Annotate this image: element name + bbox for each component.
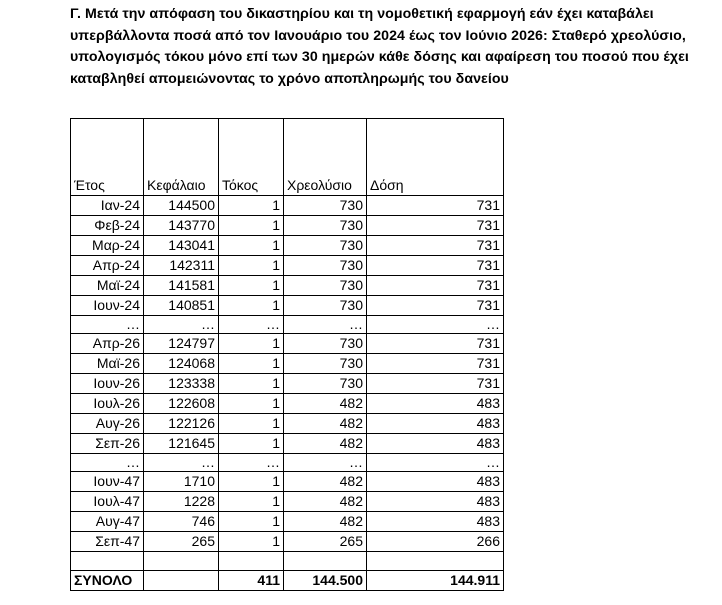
cell-interest: 1 — [219, 216, 284, 236]
header-installment: Δόση — [367, 119, 504, 196]
total-interest: 411 — [219, 571, 284, 591]
cell-amortization: 482 — [284, 414, 367, 434]
cell-amortization: 730 — [284, 216, 367, 236]
document-heading: Γ. Μετά την απόφαση του δικαστηρίου και τη νομοθετική εφαρμογή εάν έχει καταβάλει υπερβάλλοντα ποσά από τον Ιανουάριο του 2024 έως τον Ιούνιο 2026: Σταθερό χρεολύσιο, υπολογισμός τόκου μόνο επί των 30 ημερών κάθε δόσης και αφαίρεση του ποσού που έχει καταβληθεί απομειώνοντας το χρόνο αποπληρωμής του δανείου — [70, 6, 689, 87]
cell-capital: 122126 — [144, 414, 219, 434]
cell-amortization: 482 — [284, 472, 367, 492]
cell-capital: 140851 — [144, 296, 219, 316]
table-row — [71, 512, 504, 532]
cell-installment: 483 — [367, 434, 504, 454]
cell-installment: 483 — [367, 414, 504, 434]
cell-amortization: 265 — [284, 532, 367, 552]
table-row — [71, 316, 504, 334]
table-row — [71, 434, 504, 454]
cell-interest: 1 — [219, 472, 284, 492]
cell-amortization: 730 — [284, 354, 367, 374]
spacer-cell — [71, 552, 144, 571]
cell-interest: 1 — [219, 434, 284, 454]
cell-installment: 731 — [367, 256, 504, 276]
table-row — [71, 296, 504, 316]
cell-capital: 123338 — [144, 374, 219, 394]
table-row — [71, 394, 504, 414]
cell-year: Ιουν-47 — [71, 472, 144, 492]
table-header-row — [71, 119, 504, 196]
cell-capital: 1710 — [144, 472, 219, 492]
cell-installment: 483 — [367, 492, 504, 512]
cell-interest: 1 — [219, 394, 284, 414]
cell-amortization: … — [284, 454, 367, 472]
cell-amortization: 730 — [284, 196, 367, 216]
cell-installment: 731 — [367, 334, 504, 354]
table-row — [71, 414, 504, 434]
spacer-cell — [367, 552, 504, 571]
cell-year: Αυγ-47 — [71, 512, 144, 532]
cell-interest: 1 — [219, 196, 284, 216]
table-row — [71, 236, 504, 256]
cell-capital: 143770 — [144, 216, 219, 236]
spacer-cell — [284, 552, 367, 571]
cell-installment: 731 — [367, 236, 504, 256]
spacer-cell — [144, 552, 219, 571]
cell-installment: 483 — [367, 394, 504, 414]
cell-interest: … — [219, 454, 284, 472]
cell-amortization: 482 — [284, 512, 367, 532]
cell-interest: 1 — [219, 414, 284, 434]
cell-year: Ιουν-24 — [71, 296, 144, 316]
cell-capital: 265 — [144, 532, 219, 552]
cell-year: Απρ-26 — [71, 334, 144, 354]
repayment-table — [70, 118, 504, 591]
cell-year: Αυγ-26 — [71, 414, 144, 434]
cell-amortization: 730 — [284, 256, 367, 276]
cell-capital: 144500 — [144, 196, 219, 216]
total-capital — [144, 571, 219, 591]
cell-year: Ιουλ-47 — [71, 492, 144, 512]
cell-installment: 731 — [367, 216, 504, 236]
cell-installment: 731 — [367, 374, 504, 394]
cell-interest: 1 — [219, 354, 284, 374]
cell-capital: 746 — [144, 512, 219, 532]
cell-capital: 142311 — [144, 256, 219, 276]
table-row — [71, 354, 504, 374]
cell-capital: … — [144, 316, 219, 334]
cell-capital: 122608 — [144, 394, 219, 414]
cell-capital: 143041 — [144, 236, 219, 256]
cell-capital: 1228 — [144, 492, 219, 512]
table-row — [71, 276, 504, 296]
cell-capital: 121645 — [144, 434, 219, 454]
total-amortization: 144.500 — [284, 571, 367, 591]
table-row — [71, 374, 504, 394]
cell-interest: 1 — [219, 492, 284, 512]
cell-capital: 141581 — [144, 276, 219, 296]
cell-installment: 731 — [367, 296, 504, 316]
cell-interest: 1 — [219, 276, 284, 296]
table-spacer-row — [71, 552, 504, 571]
total-installment: 144.911 — [367, 571, 504, 591]
cell-interest: 1 — [219, 374, 284, 394]
cell-amortization: 482 — [284, 394, 367, 414]
cell-interest: 1 — [219, 512, 284, 532]
table-row — [71, 256, 504, 276]
cell-amortization: 730 — [284, 374, 367, 394]
cell-year: Φεβ-24 — [71, 216, 144, 236]
cell-interest: 1 — [219, 236, 284, 256]
table-row — [71, 532, 504, 552]
cell-interest: 1 — [219, 256, 284, 276]
cell-interest: 1 — [219, 296, 284, 316]
cell-amortization: 730 — [284, 334, 367, 354]
cell-year: Μαρ-24 — [71, 236, 144, 256]
table-row — [71, 492, 504, 512]
spacer-cell — [219, 552, 284, 571]
cell-capital: … — [144, 454, 219, 472]
cell-year: Σεπ-47 — [71, 532, 144, 552]
cell-year: Ιαν-24 — [71, 196, 144, 216]
cell-year: Μαϊ-24 — [71, 276, 144, 296]
cell-amortization: 730 — [284, 276, 367, 296]
cell-installment: 266 — [367, 532, 504, 552]
cell-capital: 124068 — [144, 354, 219, 374]
cell-year: Ιουλ-26 — [71, 394, 144, 414]
cell-year: Απρ-24 — [71, 256, 144, 276]
header-interest: Τόκος — [219, 119, 284, 196]
cell-interest: 1 — [219, 334, 284, 354]
cell-amortization: 482 — [284, 434, 367, 454]
table-row — [71, 472, 504, 492]
total-label: ΣΥΝΟΛΟ — [71, 571, 144, 591]
cell-installment: 483 — [367, 472, 504, 492]
header-amortization: Χρεολύσιο — [284, 119, 367, 196]
cell-capital: 124797 — [144, 334, 219, 354]
cell-installment: 731 — [367, 276, 504, 296]
header-capital: Κεφάλαιο — [144, 119, 219, 196]
cell-amortization: 482 — [284, 492, 367, 512]
cell-year: Μαϊ-26 — [71, 354, 144, 374]
cell-year: … — [71, 454, 144, 472]
cell-interest: … — [219, 316, 284, 334]
cell-year: Σεπ-26 — [71, 434, 144, 454]
table-row — [71, 196, 504, 216]
cell-interest: 1 — [219, 532, 284, 552]
table-total-row — [71, 571, 504, 591]
cell-amortization: 730 — [284, 236, 367, 256]
cell-installment: … — [367, 454, 504, 472]
cell-year: … — [71, 316, 144, 334]
cell-installment: 731 — [367, 196, 504, 216]
table-row — [71, 216, 504, 236]
table-row — [71, 334, 504, 354]
cell-installment: 731 — [367, 354, 504, 374]
cell-amortization: … — [284, 316, 367, 334]
table-row — [71, 454, 504, 472]
cell-amortization: 730 — [284, 296, 367, 316]
cell-year: Ιουν-26 — [71, 374, 144, 394]
cell-installment: … — [367, 316, 504, 334]
header-year: Έτος — [71, 119, 144, 196]
cell-installment: 483 — [367, 512, 504, 532]
